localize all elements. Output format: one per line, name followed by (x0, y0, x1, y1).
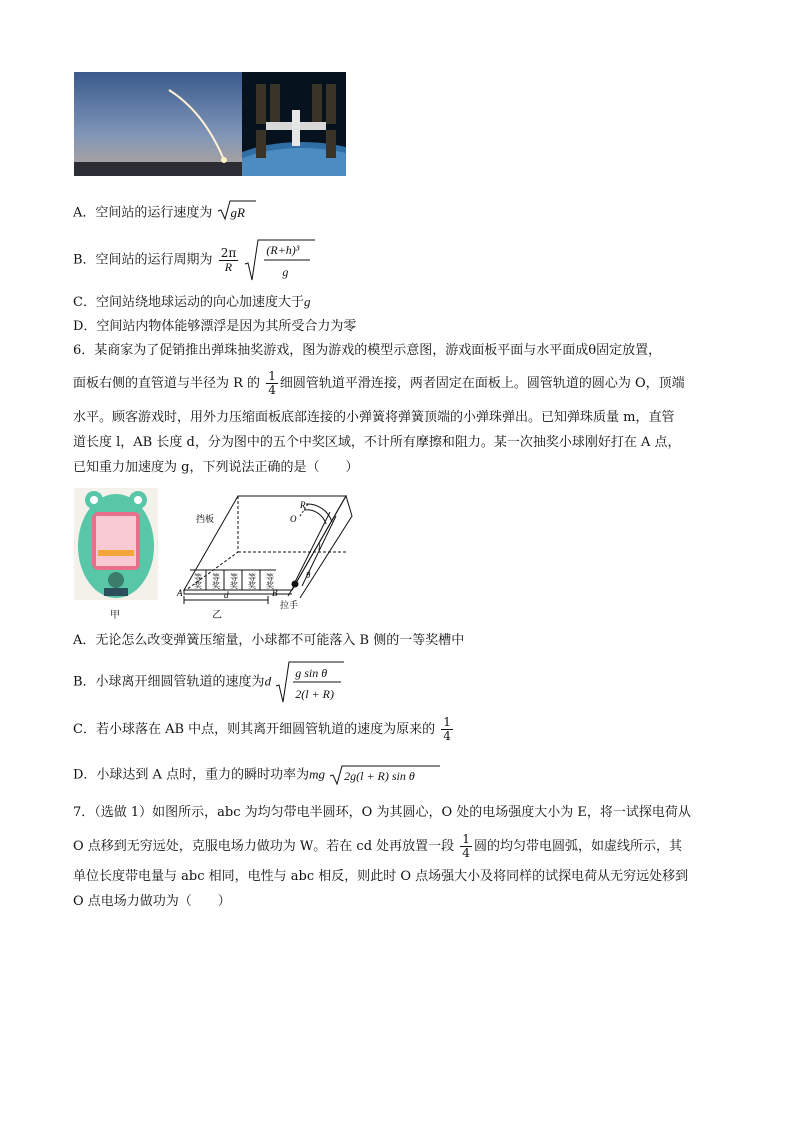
label-handle: 拉手 (280, 601, 299, 610)
prize-label-top-4: 等 (248, 573, 256, 582)
q5-option-a: A．空间站的运行速度为 gR (73, 199, 245, 227)
label-d: d (224, 590, 229, 600)
q7-line-3: 单位长度带电量与 abc 相同，电性与 abc 相反，则此时 O 点场强大小及将同样的试探电荷从无穷远处移到 (73, 869, 689, 884)
label-theta: θ (306, 570, 311, 580)
q7-line-2: O 点移到无穷远处，克服电场力做功为 W。若在 cd 处再放置一段 $\frac{1}{4}$ 圆的均匀带电圆弧，如虚线所示，其 (73, 832, 682, 860)
q6-line-1: 6．某商家为了促销推出弹珠抽奖游戏，图为游戏的模型示意图，游戏面板平面与水平面成θ固定放置， (73, 343, 662, 358)
prize-label-1: 奖 (194, 581, 202, 590)
q5-option-c: C．空间站绕地球运动的向心加速度大于g (73, 294, 311, 310)
pinball-board-diagram (176, 492, 356, 610)
q6-line-5: 已知重力加速度为 g，下列说法正确的是（ ） (73, 460, 359, 475)
q6-option-a: A．无论怎么改变弹簧压缩量，小球都不可能落入 B 侧的一等奖槽中 (73, 633, 465, 648)
fraction-one-quarter-c: $\frac{1}{4}$ (443, 715, 451, 743)
q6-line-4: 道长度 l，AB 长度 d，分为图中的五个中奖区域，不计所有摩擦和阻力。某一次抽奖小球刚好打在 A 点， (73, 435, 681, 450)
prize-label-top-3: 等 (230, 573, 238, 582)
fraction-one-quarter: $\frac{1}{4}$ (268, 369, 276, 397)
pinball-toy-photo (74, 488, 158, 600)
sqrt-period-expression: (R+h)³ g (244, 238, 316, 282)
q6-option-c: C．若小球落在 AB 中点，则其离开细圆管轨道的速度为原来的 $\frac{1}{4}$ (73, 715, 451, 743)
prize-label-4: 奖 (248, 581, 256, 590)
figure-caption-jia: 甲 (110, 610, 120, 621)
q6-line-3: 水平。顾客游戏时，用外力压缩面板底部连接的小弹簧将弹簧顶端的小弹珠弹出。已知弹珠质量 m，直管 (73, 410, 675, 425)
sqrt-velocity-expression: g sin θ 2(l + R) (275, 660, 345, 704)
fraction-2pi-over-R: $\frac{2\pi}{R}$ (220, 245, 237, 274)
q6-option-d: D．小球达到 A 点时，重力的瞬时功率为mg 2g(l + R) sin θ (73, 764, 441, 786)
prize-label-top-2: 等 (212, 573, 220, 582)
prize-label-top-5: 等 (266, 573, 274, 582)
prize-label-top-1: 等 (194, 573, 202, 582)
fraction-one-quarter-q7: $\frac{1}{4}$ (462, 832, 470, 860)
label-point-a: A (177, 588, 183, 598)
rocket-launch-photo (74, 72, 242, 176)
prize-label-3: 奖 (230, 581, 238, 590)
space-station-photo (242, 72, 346, 176)
label-r: R (300, 500, 306, 510)
q6-line-2: 面板右侧的直管道与半径为 R 的 $\frac{1}{4}$ 细圆管轨道平滑连接，两者固定在面板上。圆管轨道的圆心为 O，顶端 (73, 369, 685, 397)
label-o: O (290, 514, 297, 524)
figure-caption-yi: 乙 (212, 610, 222, 621)
q5-option-b: B．空间站的运行周期为 $\frac{2\pi}{R}$ (R+h)³ g (73, 238, 316, 282)
label-l: l (318, 542, 321, 552)
prize-label-5: 奖 (266, 581, 274, 590)
label-point-b: B (272, 588, 278, 598)
q6-option-b: B．小球离开细圆管轨道的速度为d g sin θ 2(l + R) (73, 660, 345, 704)
sqrt-power-expression: 2g(l + R) sin θ (329, 764, 441, 786)
label-baffle: 挡板 (196, 515, 215, 525)
q7-line-4: O 点电场力做功为（ ） (73, 894, 231, 909)
prize-label-2: 奖 (212, 581, 220, 590)
q7-line-1: 7．（选做 1）如图所示，abc 为均匀带电半圆环，O 为其圆心，O 处的电场强度大小为 E，将一试探电荷从 (73, 805, 691, 820)
q5-option-d: D．空间站内物体能够漂浮是因为其所受合力为零 (73, 319, 357, 334)
